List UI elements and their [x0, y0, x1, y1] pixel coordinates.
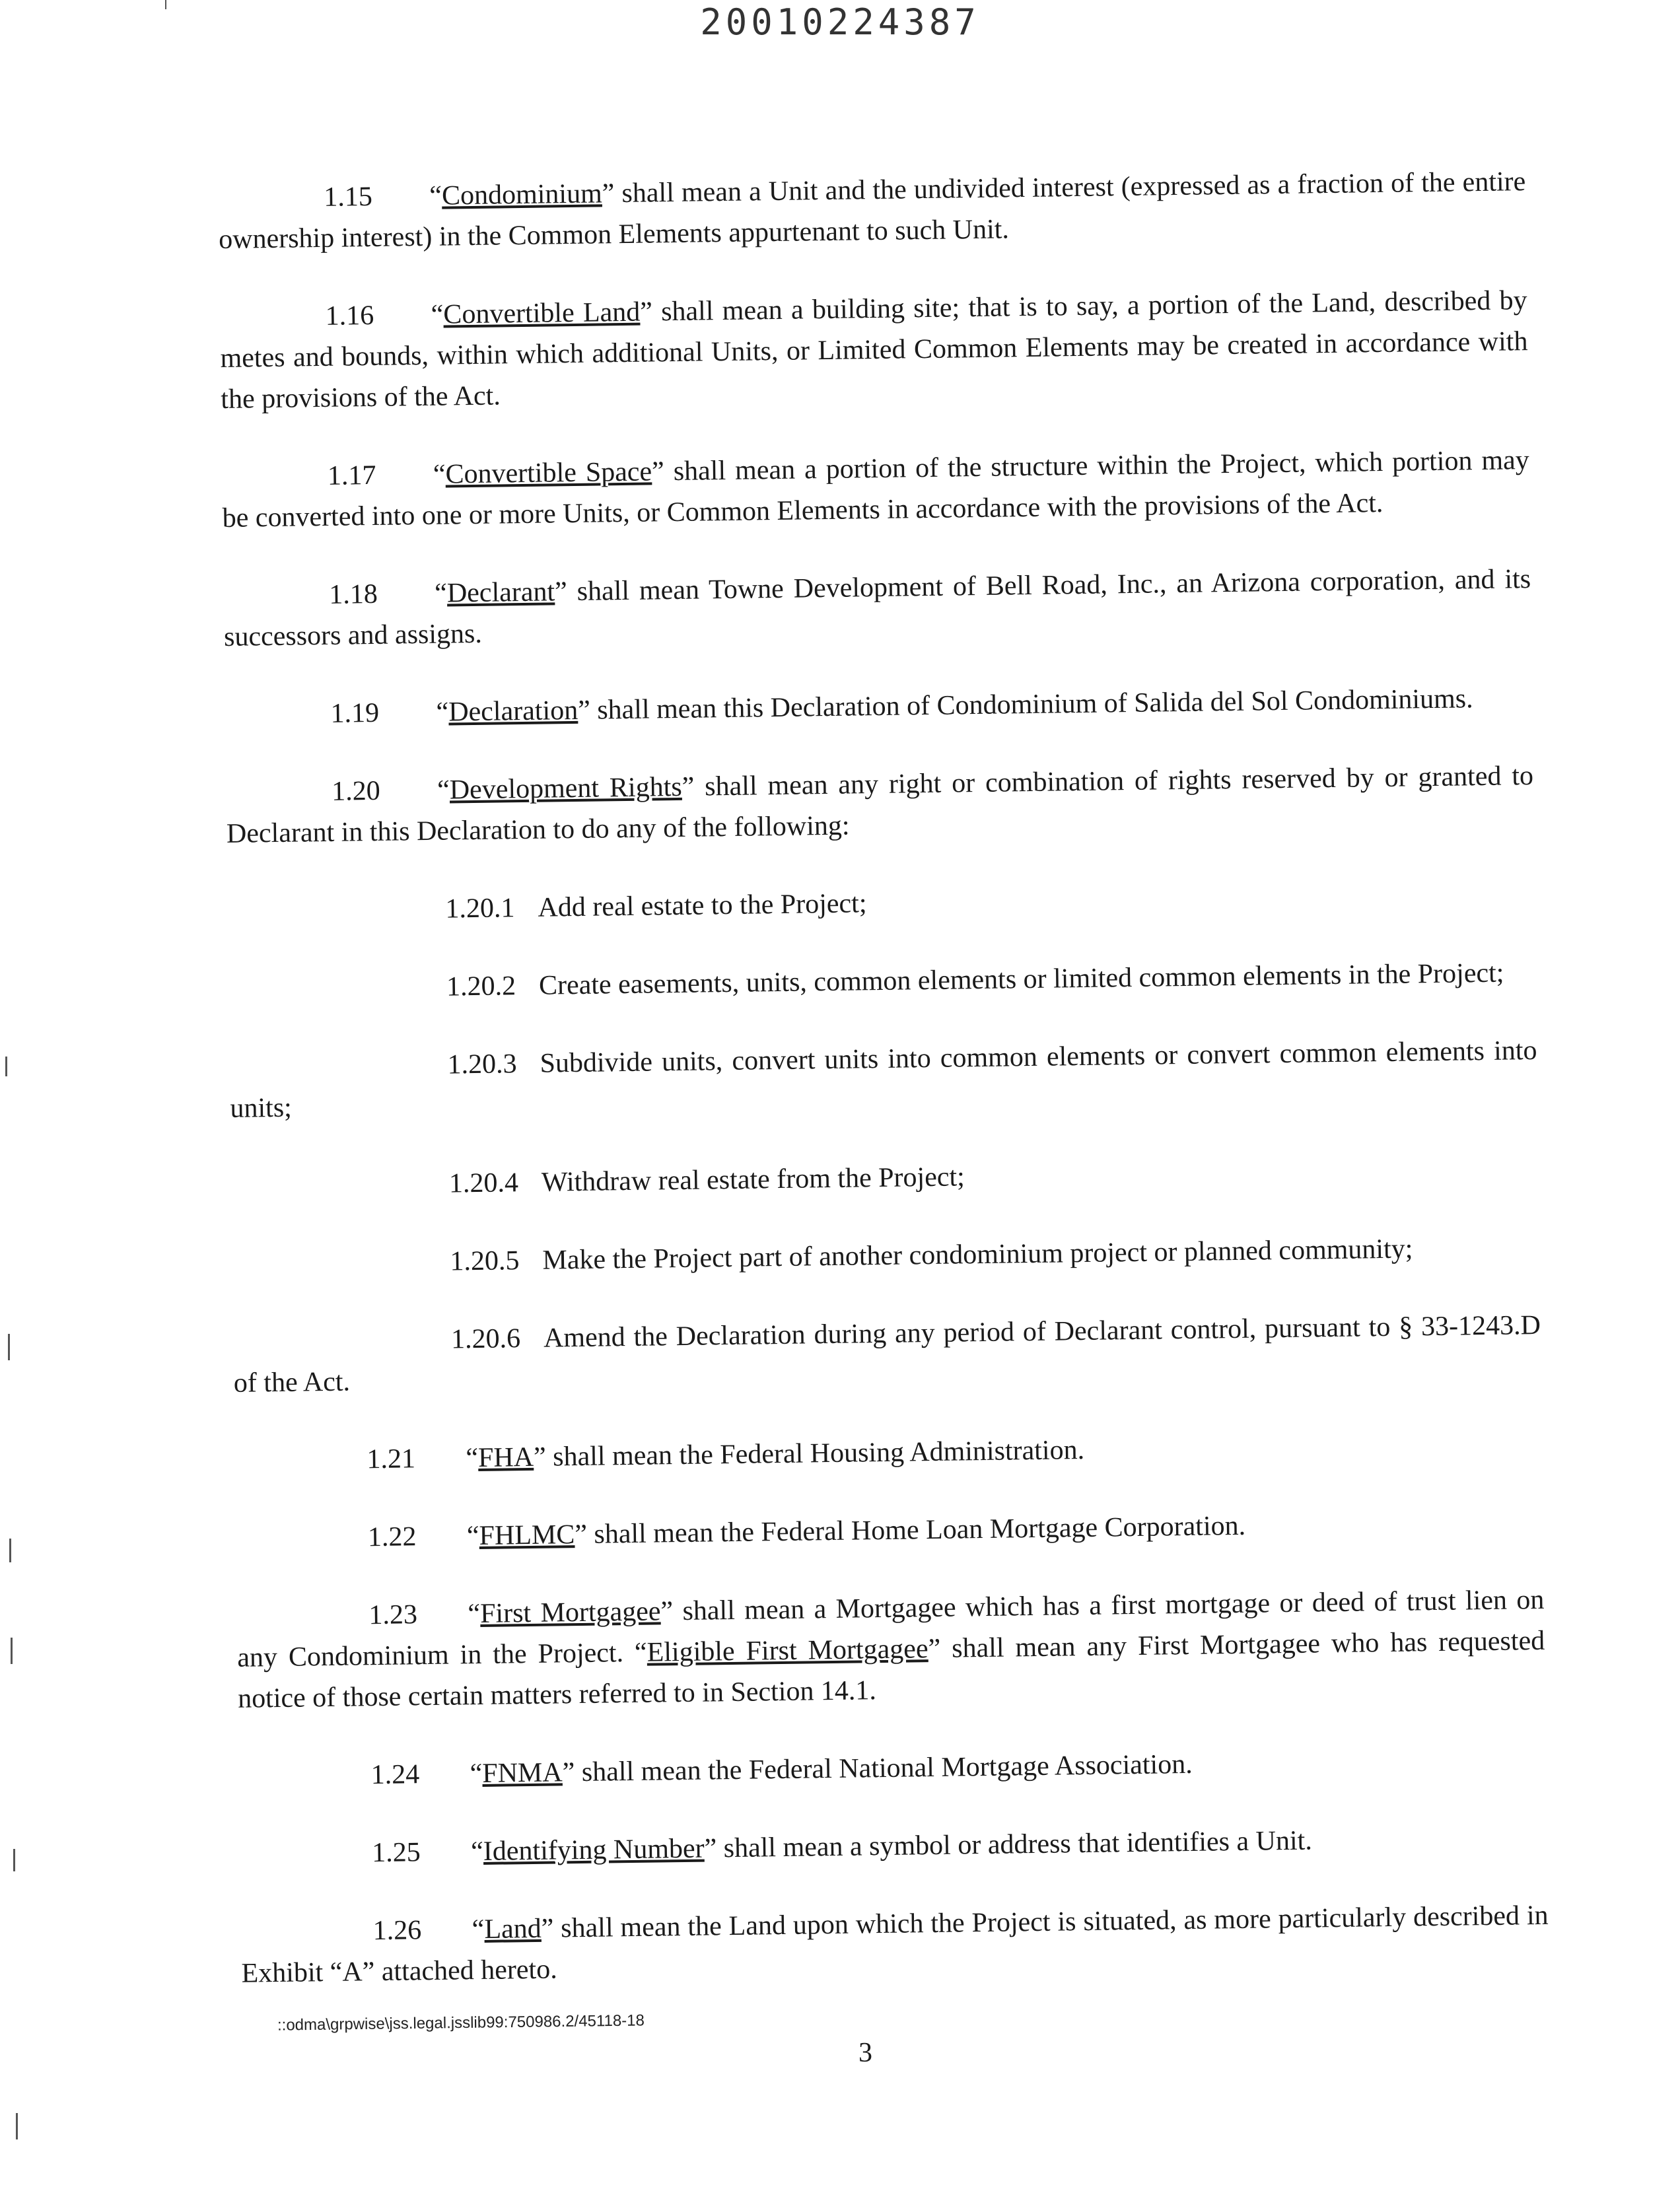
- defined-term: First Mortgagee: [479, 1596, 661, 1629]
- section-text: ” shall mean the Federal Home Loan Mortgage Corporation.: [574, 1510, 1246, 1550]
- defined-term: Declarant: [446, 576, 555, 609]
- section-1-15: 1.15 “Condominium” shall mean a Unit and the undivided interest (expressed as a fraction of the entire ownership interest) in the Common Elements appurtenant to such Unit.: [218, 166, 1526, 255]
- section-text: ” shall mean the Federal Housing Administration.: [533, 1434, 1085, 1473]
- defined-term: Convertible Space: [445, 456, 652, 490]
- defined-term-secondary: Eligible First Mortgagee: [647, 1634, 928, 1668]
- defined-term: Condominium: [441, 178, 603, 211]
- subsection-number: 1.20.6: [450, 1323, 521, 1355]
- subsection-text: Create easements, units, common elements or limited common elements in the Project;: [538, 957, 1504, 1001]
- subsection-number: 1.20.3: [447, 1049, 517, 1080]
- defined-term: Development Rights: [449, 771, 682, 806]
- subsection-number: 1.20.2: [446, 971, 516, 1002]
- section-number: 1.16: [325, 300, 374, 331]
- subsection-number: 1.20.5: [450, 1245, 520, 1277]
- document-number: 20010224387: [700, 1, 980, 43]
- section-text: ” shall mean the Federal National Mortgage Association.: [562, 1749, 1193, 1788]
- subsection-text: Amend the Declaration during any period of Declarant control, pursuant to § 33-1243.D of the Act.: [233, 1309, 1541, 1399]
- section-number: 1.23: [368, 1599, 418, 1631]
- section-1-23: 1.23 “First Mortgagee” shall mean a Mortgagee which has a first mortgage or deed of trust lien on any Condominium in the Project. “Eligible First Mortgagee” shall mean any First Mortgagee who has requested notice of those certain matters referred to in Section 14.1.: [237, 1584, 1545, 1714]
- section-number: 1.22: [367, 1521, 417, 1553]
- section-number: 1.25: [371, 1837, 421, 1869]
- section-number: 1.26: [372, 1915, 422, 1947]
- document-body: [218, 161, 1550, 2031]
- section-number: 1.19: [330, 697, 380, 729]
- defined-term: Convertible Land: [443, 296, 641, 330]
- subsection-text: Withdraw real estate from the Project;: [541, 1162, 965, 1198]
- section-number: 1.24: [370, 1759, 420, 1791]
- scan-artifact: [9, 1539, 11, 1562]
- section-1-20: 1.20 “Development Rights” shall mean any right or combination of rights reserved by or granted to Declarant in this Declaration to do any of the following:: [226, 761, 1534, 849]
- section-number: 1.20: [331, 775, 380, 807]
- section-1-17: 1.17 “Convertible Space” shall mean a portion of the structure within the Project, which portion may be converted into one or more Units, or Common Elements in accordance with the provisions of the Act.: [222, 445, 1530, 534]
- page-number: 3: [858, 2038, 872, 2068]
- subsection-1-20-2: [228, 952, 1537, 1010]
- section-1-21: 1.21 “FHA” shall mean the Federal Housing Administration.: [234, 1424, 1543, 1482]
- subsection-text: Subdivide units, convert units into common elements or convert common elements into units;: [230, 1035, 1537, 1124]
- section-text: ” shall mean a symbol or address that identifies a Unit.: [704, 1825, 1313, 1864]
- scan-artifact: [13, 1849, 15, 1871]
- subsection-1-20-6: [233, 1305, 1541, 1404]
- section-1-18: 1.18 “Declarant” shall mean Towne Development of Bell Road, Inc., an Arizona corporation, and its successors and assigns.: [223, 564, 1531, 652]
- scan-artifact: [8, 1334, 10, 1360]
- section-text: ” shall mean any right or combination of rights reserved by or granted to Declarant in this Declaration to do any of the following:: [226, 761, 1534, 849]
- section-number: 1.15: [324, 181, 373, 213]
- defined-term: Land: [484, 1913, 542, 1945]
- section-1-24: 1.24 “FNMA” shall mean the Federal National Mortgage Association.: [238, 1739, 1547, 1797]
- defined-term: FNMA: [482, 1757, 563, 1789]
- subsection-text: Make the Project part of another condominium project or planned community;: [542, 1233, 1413, 1276]
- subsection-number: 1.20.1: [445, 893, 515, 924]
- section-1-25: 1.25 “Identifying Number” shall mean a symbol or address that identifies a Unit.: [240, 1817, 1548, 1875]
- document-path-footer: ::odma\grpwise\jss.legal.jsslib99:750986.2/45118-18: [277, 2011, 645, 2034]
- section-1-22: 1.22 “FHLMC” shall mean the Federal Home Loan Mortgage Corporation.: [236, 1502, 1544, 1560]
- section-text: ” shall mean Towne Development of Bell Road, Inc., an Arizona corporation, and its successors and assigns.: [223, 564, 1531, 652]
- subsection-1-20-4: [231, 1149, 1539, 1207]
- section-1-19: 1.19 “Declaration” shall mean this Declaration of Condominium of Salida del Sol Condominiums.: [225, 677, 1533, 736]
- section-text: ” shall mean a building site; that is to say, a portion of the Land, described by metes and bounds, within which additional Units, or Limited Common Elements may be created in accordance with the provisions of the Act.: [220, 285, 1528, 415]
- scan-artifact: [11, 1638, 13, 1664]
- defined-term: Identifying Number: [483, 1833, 705, 1867]
- subsection-1-20-3: [229, 1030, 1537, 1129]
- subsection-number: 1.20.4: [448, 1167, 519, 1199]
- defined-term: FHLMC: [479, 1519, 575, 1551]
- defined-term: Declaration: [448, 695, 578, 728]
- scan-artifact: [5, 1057, 7, 1076]
- section-text: ” shall mean a portion of the structure within the Project, which portion may be converted into one or more Units, or Common Elements in accordance with the provisions of the Act.: [222, 445, 1530, 534]
- subsection-1-20-5: [232, 1227, 1540, 1285]
- section-number: 1.17: [327, 460, 376, 491]
- section-number: 1.18: [328, 578, 378, 610]
- section-text: ” shall mean a Unit and the undivided interest (expressed as a fraction of the entire ownership interest) in the Common Elements appurtenant to such Unit.: [218, 166, 1526, 255]
- scan-artifact: [165, 0, 166, 9]
- subsection-1-20-1: [227, 874, 1535, 932]
- subsection-text: Add real estate to the Project;: [538, 888, 867, 923]
- defined-term: FHA: [477, 1441, 534, 1474]
- section-text-secondary: ” shall mean any First Mortgagee who has requested notice of those certain matters referred to in Section 14.1.: [237, 1625, 1545, 1714]
- section-text: ” shall mean the Land upon which the Project is situated, as more particularly described in Exhibit “A” attached hereto.: [241, 1900, 1549, 1989]
- section-text: ” shall mean a Mortgagee which has a first mortgage or deed of trust lien on any Condominium in the Project. “: [237, 1584, 1545, 1673]
- section-1-16: 1.16 “Convertible Land” shall mean a building site; that is to say, a portion of the Land, described by metes and bounds, within which additional Units, or Limited Common Elements may be created in accordance with the provisions of the Act.: [220, 285, 1528, 415]
- section-1-26: 1.26 “Land” shall mean the Land upon which the Project is situated, as more particularly described in Exhibit “A” attached hereto.: [241, 1900, 1549, 1989]
- scan-artifact: [16, 2113, 18, 2139]
- section-number: 1.21: [367, 1443, 416, 1475]
- section-text: ” shall mean this Declaration of Condominium of Salida del Sol Condominiums.: [577, 683, 1473, 726]
